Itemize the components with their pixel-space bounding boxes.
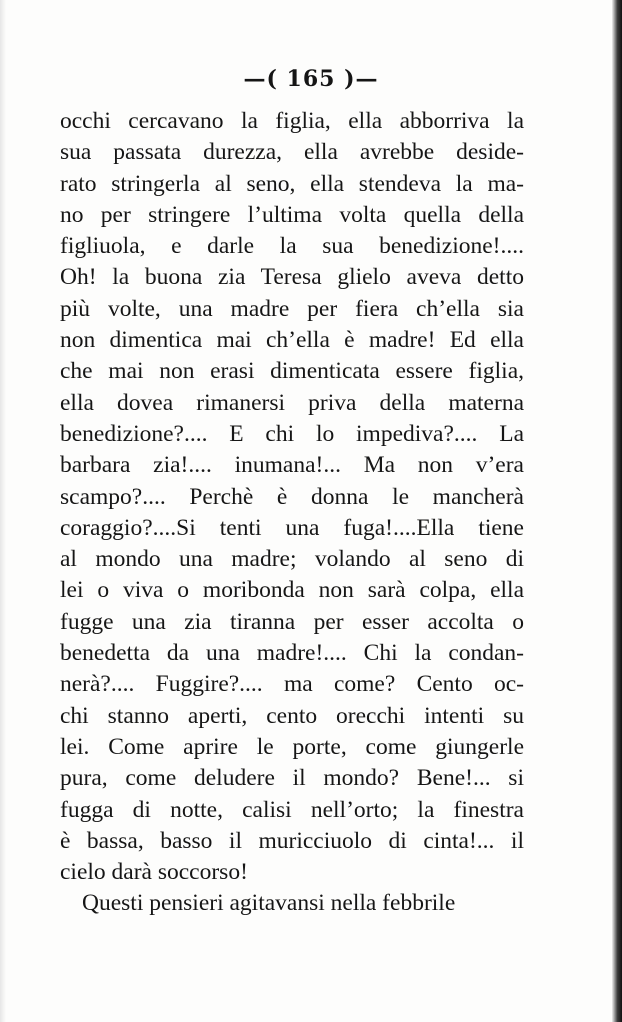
text-line: più volte, una madre per fiera ch’ella sia (60, 295, 524, 322)
text-line: che mai non erasi dimenticata essere figlia, (60, 358, 524, 385)
text-line: chi stanno aperti, cento orecchi intenti su (60, 702, 524, 729)
text-line: lei o viva o moribonda non sarà colpa, ella (60, 577, 524, 604)
text-line: occhi cercavano la figlia, ella abborriva la (60, 108, 524, 134)
text-line: rato stringerla al seno, ella stendeva la ma- (60, 170, 524, 197)
paragraph-start-line: Questi pensieri agitavansi nella febbrile (82, 890, 456, 917)
text-line: coraggio?....Si tenti una fuga!....Ella tiene (60, 514, 524, 541)
text-line: figliuola, e darle la sua benedizione!.... (60, 233, 524, 260)
page-right-edge (612, 0, 622, 1022)
text-line: pura, come deludere il mondo? Bene!... si (60, 765, 524, 792)
text-line: benedetta da una madre!.... Chi la condan- (60, 640, 524, 667)
text-line: lei. Come aprire le porte, come giungerle (60, 733, 524, 760)
page-number-header: —( 165 )— (243, 66, 379, 92)
page-left-shadow (0, 0, 6, 1022)
text-line: no per stringere l’ultima volta quella della (60, 201, 524, 228)
text-line: scampo?.... Perchè è donna le mancherà (60, 483, 524, 510)
text-line: non dimentica mai ch’ella è madre! Ed ella (60, 327, 524, 354)
text-line: sua passata durezza, ella avrebbe deside- (60, 139, 524, 166)
text-line: barbara zia!.... inumana!... Ma non v’era (60, 452, 524, 479)
text-line: fugga di notte, calisi nell’orto; la finestra (60, 796, 524, 823)
text-line: benedizione?.... E chi lo impediva?.... La (60, 420, 524, 447)
text-line: al mondo una madre; volando al seno di (60, 546, 524, 573)
text-line: ella dovea rimanersi priva della materna (60, 389, 524, 416)
text-line: cielo darà soccorso! (60, 859, 248, 886)
text-line: Oh! la buona zia Teresa glielo aveva detto (60, 264, 524, 291)
text-line: è bassa, basso il muricciuolo di cinta!... il (60, 827, 524, 854)
text-line: nerà?.... Fuggire?.... ma come? Cento oc- (60, 671, 524, 698)
text-line: fugge una zia tiranna per esser accolta o (60, 608, 524, 635)
body-text (60, 106, 524, 920)
